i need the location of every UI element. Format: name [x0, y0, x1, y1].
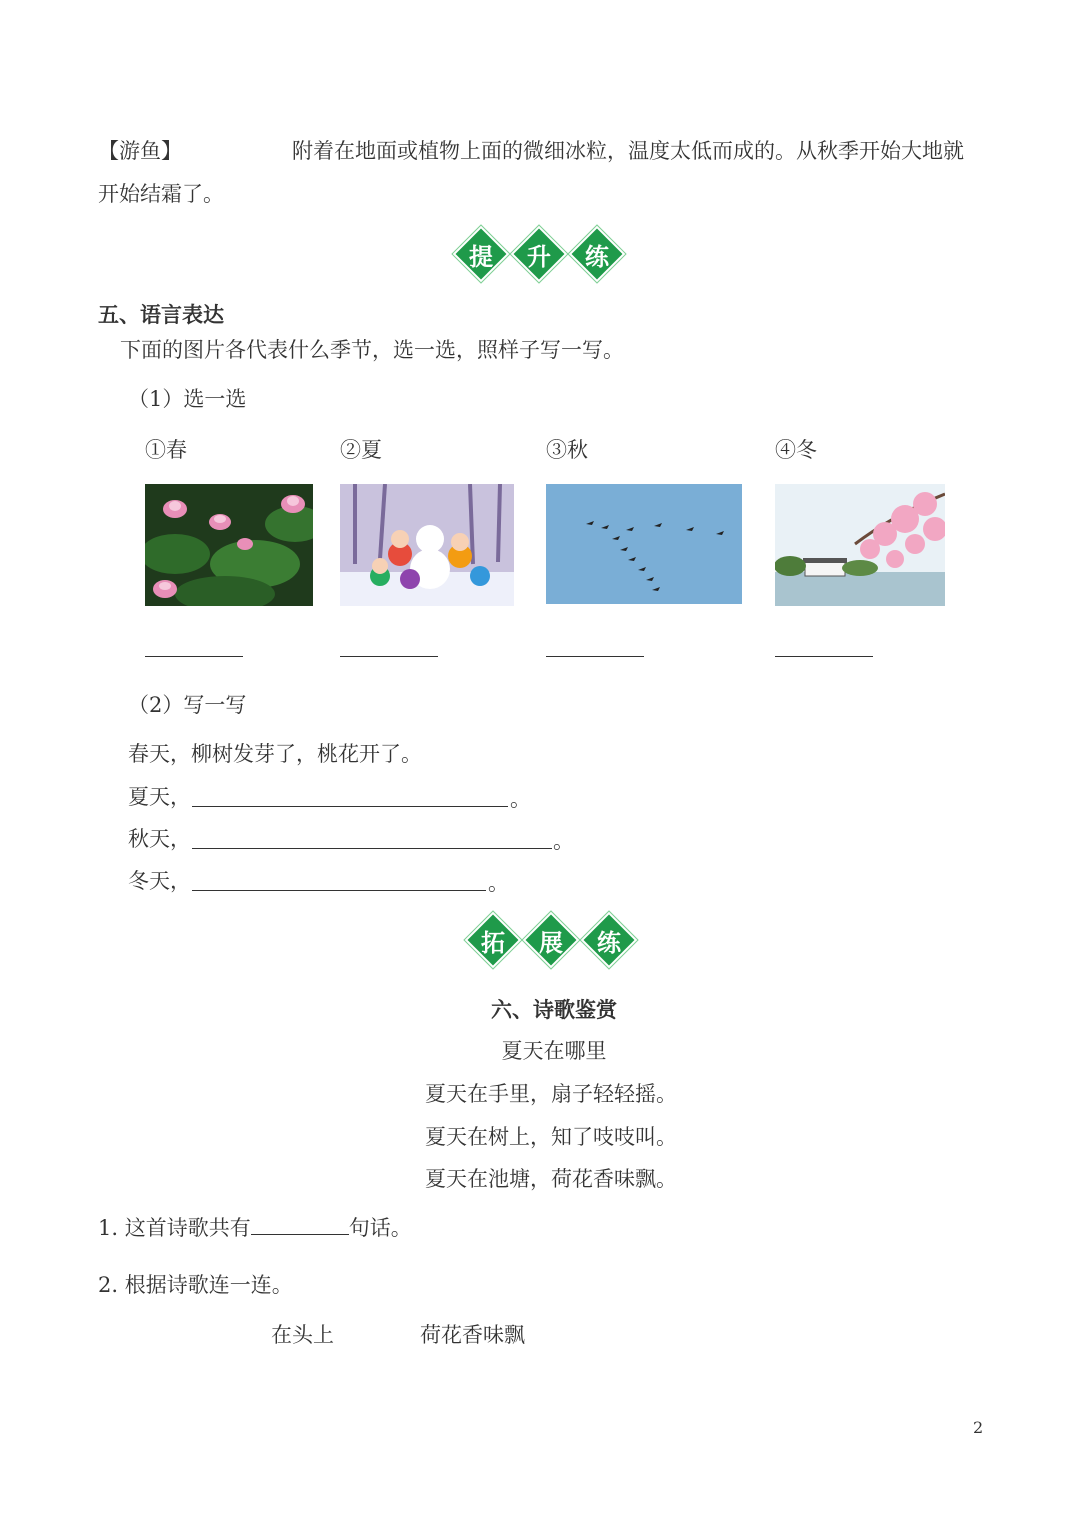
question-text: 根据诗歌连一连。	[124, 1273, 293, 1297]
banner-diamond	[571, 228, 623, 280]
banner-diamond	[583, 914, 635, 966]
question-2	[98, 1272, 293, 1299]
banner-char: 提	[469, 241, 493, 271]
option-summer: ②夏	[340, 438, 382, 462]
answer-blank-2[interactable]	[340, 656, 438, 657]
option-spring: ①春	[145, 438, 187, 462]
banner-diamond	[455, 228, 507, 280]
autumn-answer-line[interactable]	[192, 848, 552, 849]
summer-prompt: 夏天，	[128, 785, 191, 809]
autumn-prompt: 秋天，	[128, 827, 191, 851]
definition-term: 【游鱼】	[98, 139, 182, 163]
period: 。	[488, 871, 509, 895]
banner-char: 升	[527, 241, 551, 271]
part1-label: （1）选一选	[128, 387, 247, 411]
poem-line: 夏天在树上，知了吱吱叫。	[425, 1125, 677, 1149]
question-text: 这首诗歌共有	[124, 1216, 251, 1240]
page-number: 2	[973, 1418, 984, 1437]
banner-diamond	[525, 914, 577, 966]
banner-char: 展	[539, 927, 563, 957]
match-left-item[interactable]: 在头上	[271, 1323, 334, 1347]
part2-label: （2）写一写	[128, 693, 247, 717]
period: 。	[510, 787, 531, 811]
banner-diamond	[513, 228, 565, 280]
banner-char: 练	[597, 927, 621, 957]
section5-instruction: 下面的图片各代表什么季节，选一选，照样子写一写。	[120, 338, 624, 362]
question-text: 句话。	[348, 1216, 412, 1240]
poem-title: 夏天在哪里	[501, 1039, 607, 1063]
section6-heading: 六、诗歌鉴赏	[491, 997, 617, 1022]
question-number: 2.	[98, 1273, 119, 1297]
example-sentence: 春天，柳树发芽了，桃花开了。	[128, 742, 422, 766]
match-right-item[interactable]: 荷花香味飘	[420, 1323, 525, 1347]
banner-improve-practice	[455, 228, 623, 280]
banner-char: 拓	[481, 927, 505, 957]
sentence-count-blank[interactable]	[251, 1233, 349, 1235]
option-autumn: ③秋	[546, 438, 588, 462]
snowman-children-picture	[340, 484, 514, 606]
question-number: 1.	[98, 1216, 119, 1240]
wild-geese-picture	[546, 484, 742, 604]
section5-heading: 五、语言表达	[98, 302, 224, 327]
question-1	[98, 1215, 412, 1242]
answer-blank-1[interactable]	[145, 656, 243, 657]
banner-char: 练	[585, 241, 609, 271]
period: 。	[553, 829, 574, 853]
lotus-flowers-picture	[145, 484, 313, 606]
poem-line: 夏天在手里，扇子轻轻摇。	[425, 1082, 677, 1106]
definition-text-line1: 附着在地面或植物上面的微细冰粒，温度太低而成的。从秋季开始大地就	[292, 139, 964, 163]
winter-answer-line[interactable]	[192, 890, 486, 891]
winter-prompt: 冬天，	[128, 869, 191, 893]
summer-answer-line[interactable]	[192, 806, 508, 807]
poem-line: 夏天在池塘，荷花香味飘。	[425, 1167, 677, 1191]
banner-extend-practice	[467, 914, 635, 966]
banner-diamond	[467, 914, 519, 966]
option-winter: ④冬	[775, 438, 817, 462]
answer-blank-4[interactable]	[775, 656, 873, 657]
definition-text-line2: 开始结霜了。	[98, 182, 224, 206]
peach-blossom-lake-picture	[775, 484, 945, 606]
answer-blank-3[interactable]	[546, 656, 644, 657]
